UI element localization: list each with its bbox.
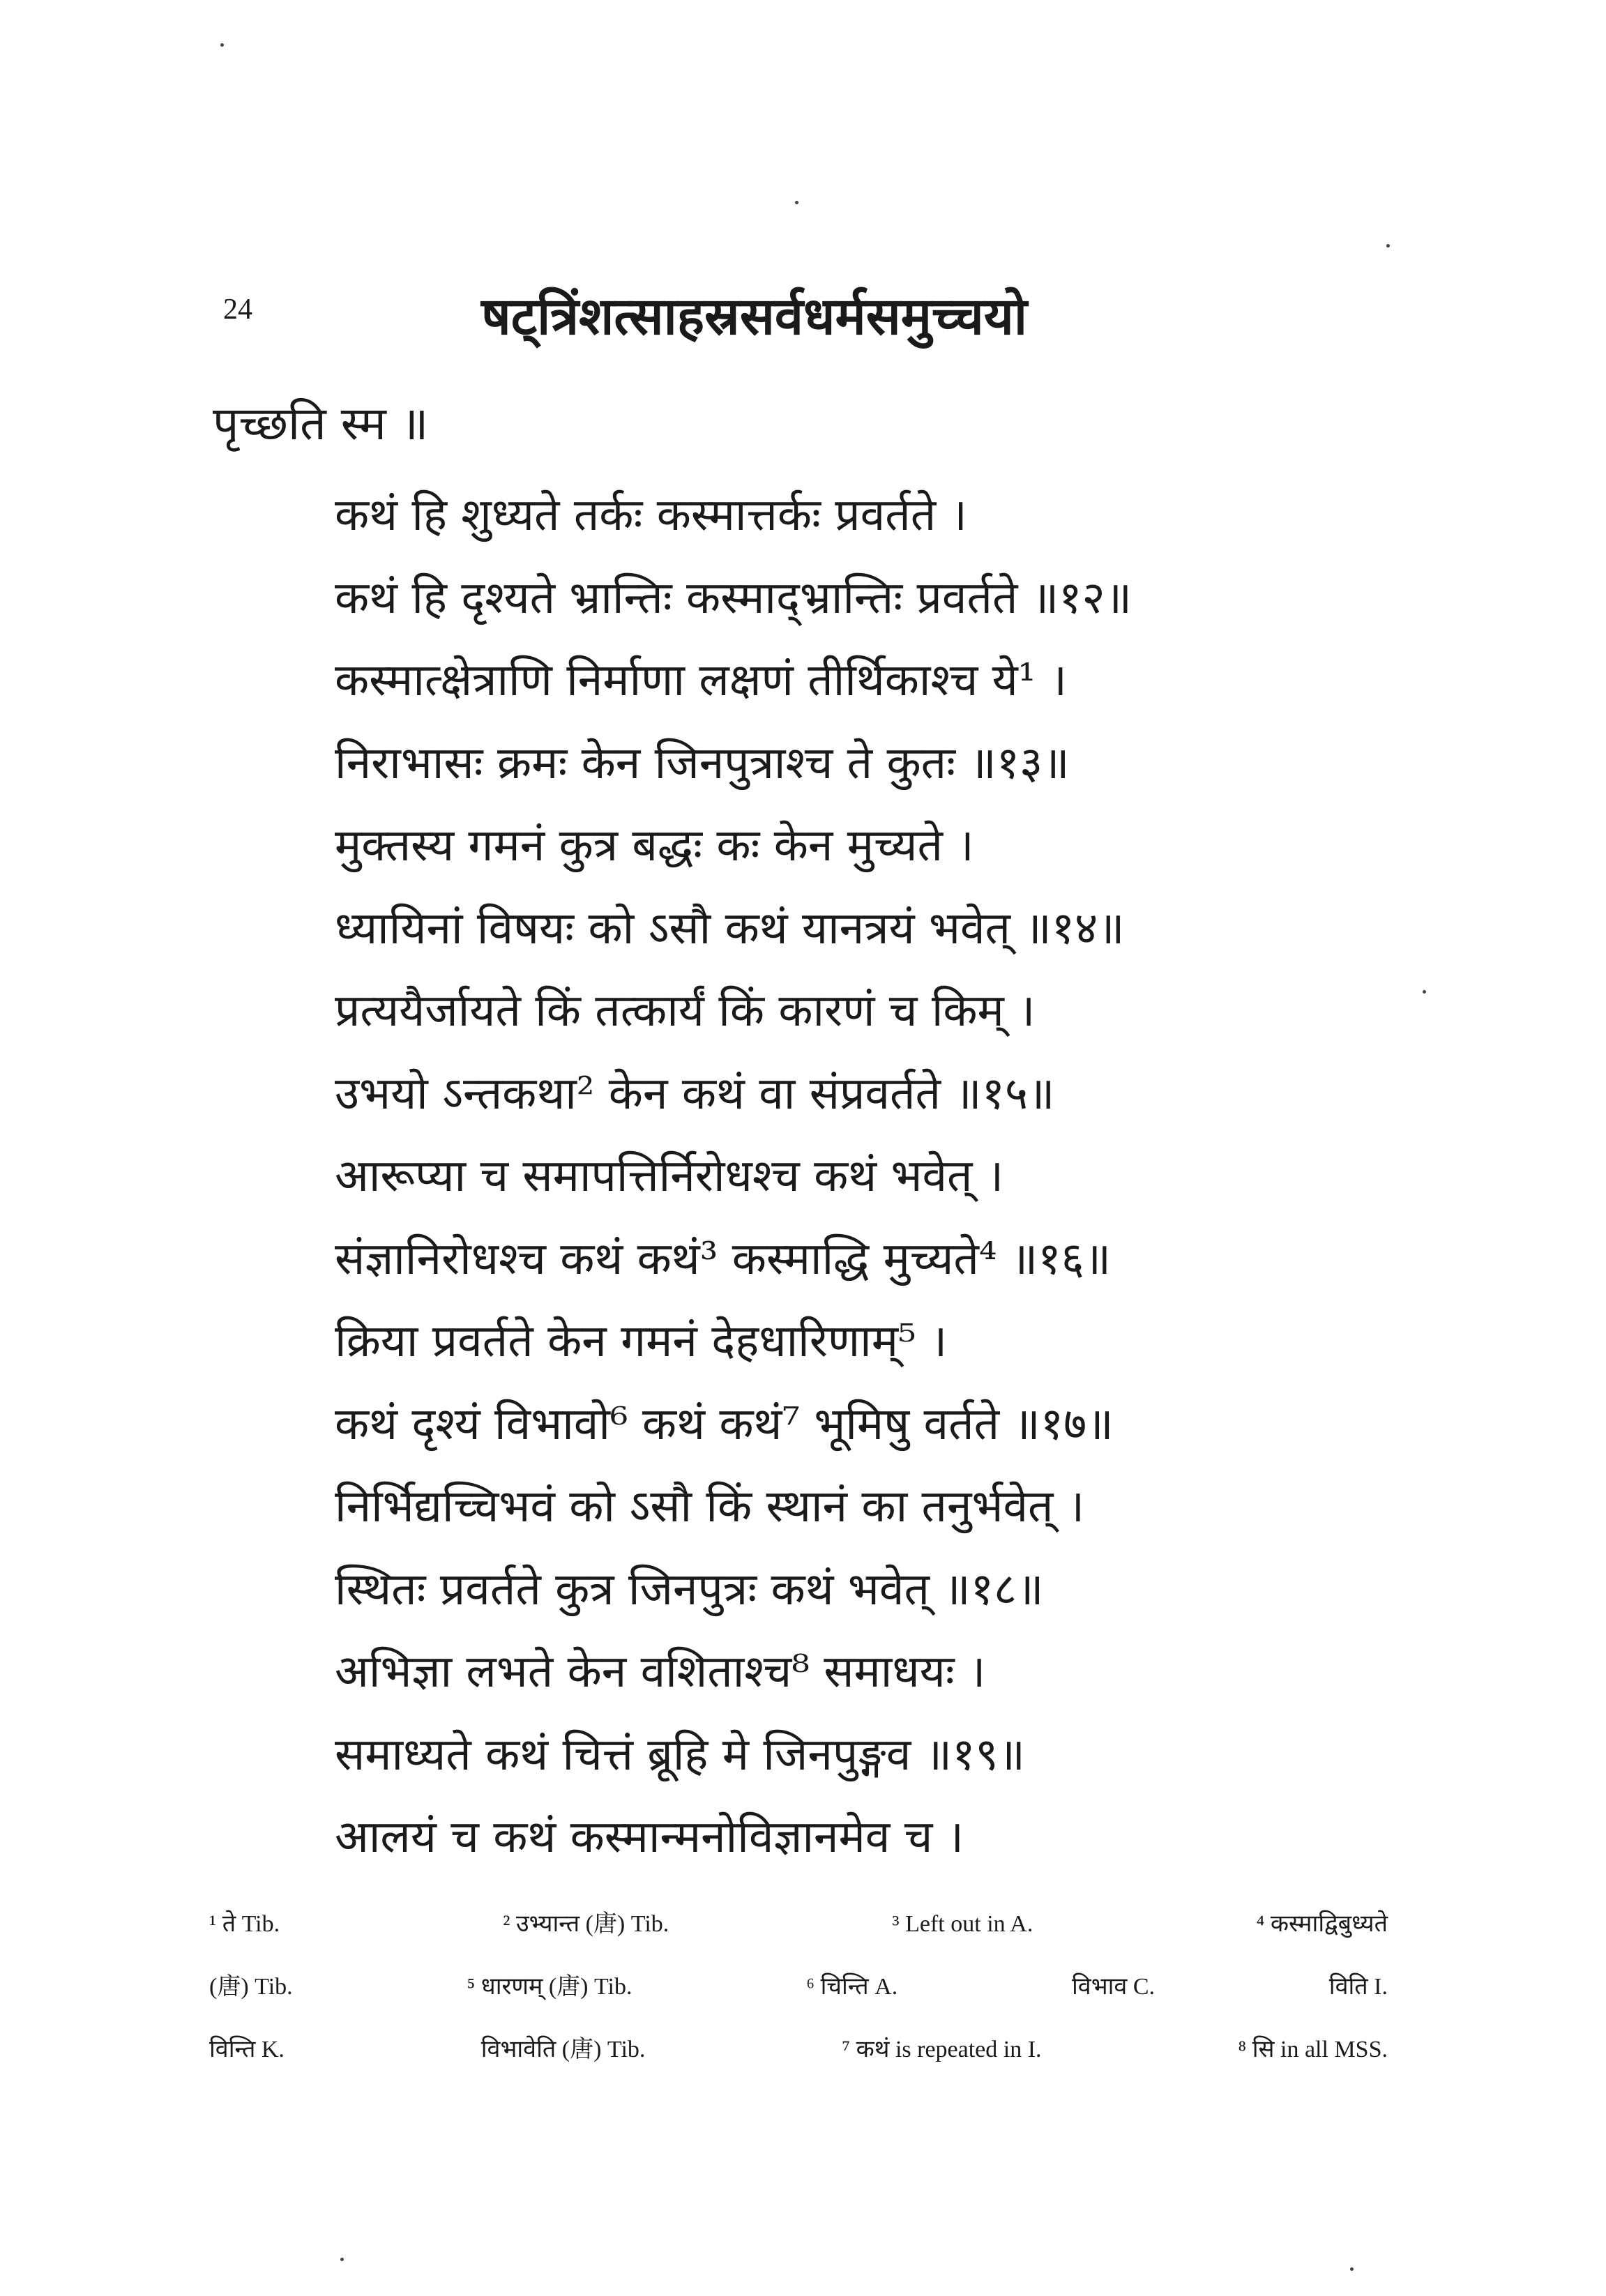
footnote: ³ Left out in A.	[892, 1911, 1033, 1937]
verse-line: निर्भिद्यच्चिभवं को ऽसौ किं स्थानं का तनुर्भवेत् ।	[335, 1481, 1085, 1533]
scan-speck	[340, 2258, 344, 2261]
opening-line: पृच्छति स्म ॥	[213, 397, 429, 450]
verse-line: आरूप्या च समापत्तिर्निरोधश्च कथं भवेत् ।	[335, 1150, 1004, 1202]
scan-speck	[1423, 990, 1426, 994]
scan-speck	[795, 201, 798, 204]
verse-line: स्थितः प्रवर्तते कुत्र जिनपुत्रः कथं भवेत् ॥१८॥	[335, 1563, 1044, 1615]
verse-line: निराभासः क्रमः केन जिनपुत्राश्च ते कुतः ॥१३॥	[335, 737, 1070, 789]
verse-block	[335, 474, 1132, 1879]
scan-speck	[1386, 244, 1390, 248]
verse-line: अभिज्ञा लभते केन वशिताश्च⁸ समाधयः ।	[335, 1646, 986, 1698]
verse-line: प्रत्ययैर्जायते किं तत्कार्यं किं कारणं च किम् ।	[335, 985, 1036, 1037]
verse-line: ध्यायिनां विषयः को ऽसौ कथं यानत्रयं भवेत् ॥१४॥	[335, 902, 1125, 955]
verse-line: उभयो ऽन्तकथा² केन कथं वा संप्रवर्तते ॥१५॥	[335, 1067, 1055, 1120]
verse-line: कस्मात्क्षेत्राणि निर्माणा लक्षणं तीर्थिकाश्च ये¹ ।	[335, 655, 1068, 706]
verse-line: आलयं च कथं कस्मान्मनोविज्ञानमेव च ।	[335, 1811, 964, 1863]
running-title: षट्‌त्रिंशत्साहस्रसर्वधर्मसमुच्चयो	[481, 287, 1027, 347]
verse-line: संज्ञानिरोधश्च कथं कथं³ कस्माद्धि मुच्यते⁴ ॥१६॥	[335, 1233, 1112, 1285]
page-number: 24	[223, 294, 252, 326]
footnote: ⁸ सि in all MSS.	[1238, 2037, 1388, 2062]
verse-line: क्रिया प्रवर्तते केन गमनं देहधारिणाम्⁵ ।	[335, 1316, 948, 1367]
footnotes	[209, 1893, 1388, 2081]
scan-speck	[1350, 2267, 1354, 2271]
scan-speck	[220, 43, 224, 47]
verse-line: कथं हि दृश्यते भ्रान्तिः कस्माद्भ्रान्तिः प्रवर्तते ॥१२॥	[335, 572, 1132, 624]
verse-line: कथं हि शुध्यते तर्कः कस्मात्तर्कः प्रवर्तते ।	[335, 489, 967, 541]
footnote: विन्ति K.	[209, 2037, 285, 2062]
footnote: ⁵ धारणम् (唐) Tib.	[467, 1974, 632, 2000]
footnote: ⁴ कस्माद्विबुध्यते	[1256, 1911, 1388, 1937]
footnote: (唐) Tib.	[209, 1974, 293, 2000]
verse-line: समाध्यते कथं चित्तं ब्रूहि मे जिनपुङ्गव ॥१९॥	[335, 1728, 1025, 1781]
verse-line: मुक्तस्य गमनं कुत्र बद्धः कः केन मुच्यते ।	[335, 820, 974, 872]
verse-line: कथं दृश्यं विभावो⁶ कथं कथं⁷ भूमिषु वर्तते ॥१७॥	[335, 1398, 1114, 1450]
footnote: ⁶ चिन्ति A.	[806, 1974, 898, 2000]
footnote: विभावेति (唐) Tib.	[480, 2037, 646, 2062]
footnote-row	[209, 2018, 1388, 2081]
footnote: विभाव C.	[1072, 1974, 1155, 2000]
footnote: ² उभ्यान्त (唐) Tib.	[503, 1911, 669, 1937]
footnote: ⁷ कथं is repeated in I.	[842, 2037, 1042, 2062]
footnote-row	[209, 1956, 1388, 2018]
footnote: विति I.	[1328, 1974, 1388, 2000]
footnote-row	[209, 1893, 1388, 1956]
footnote: ¹ ते Tib.	[209, 1911, 280, 1937]
